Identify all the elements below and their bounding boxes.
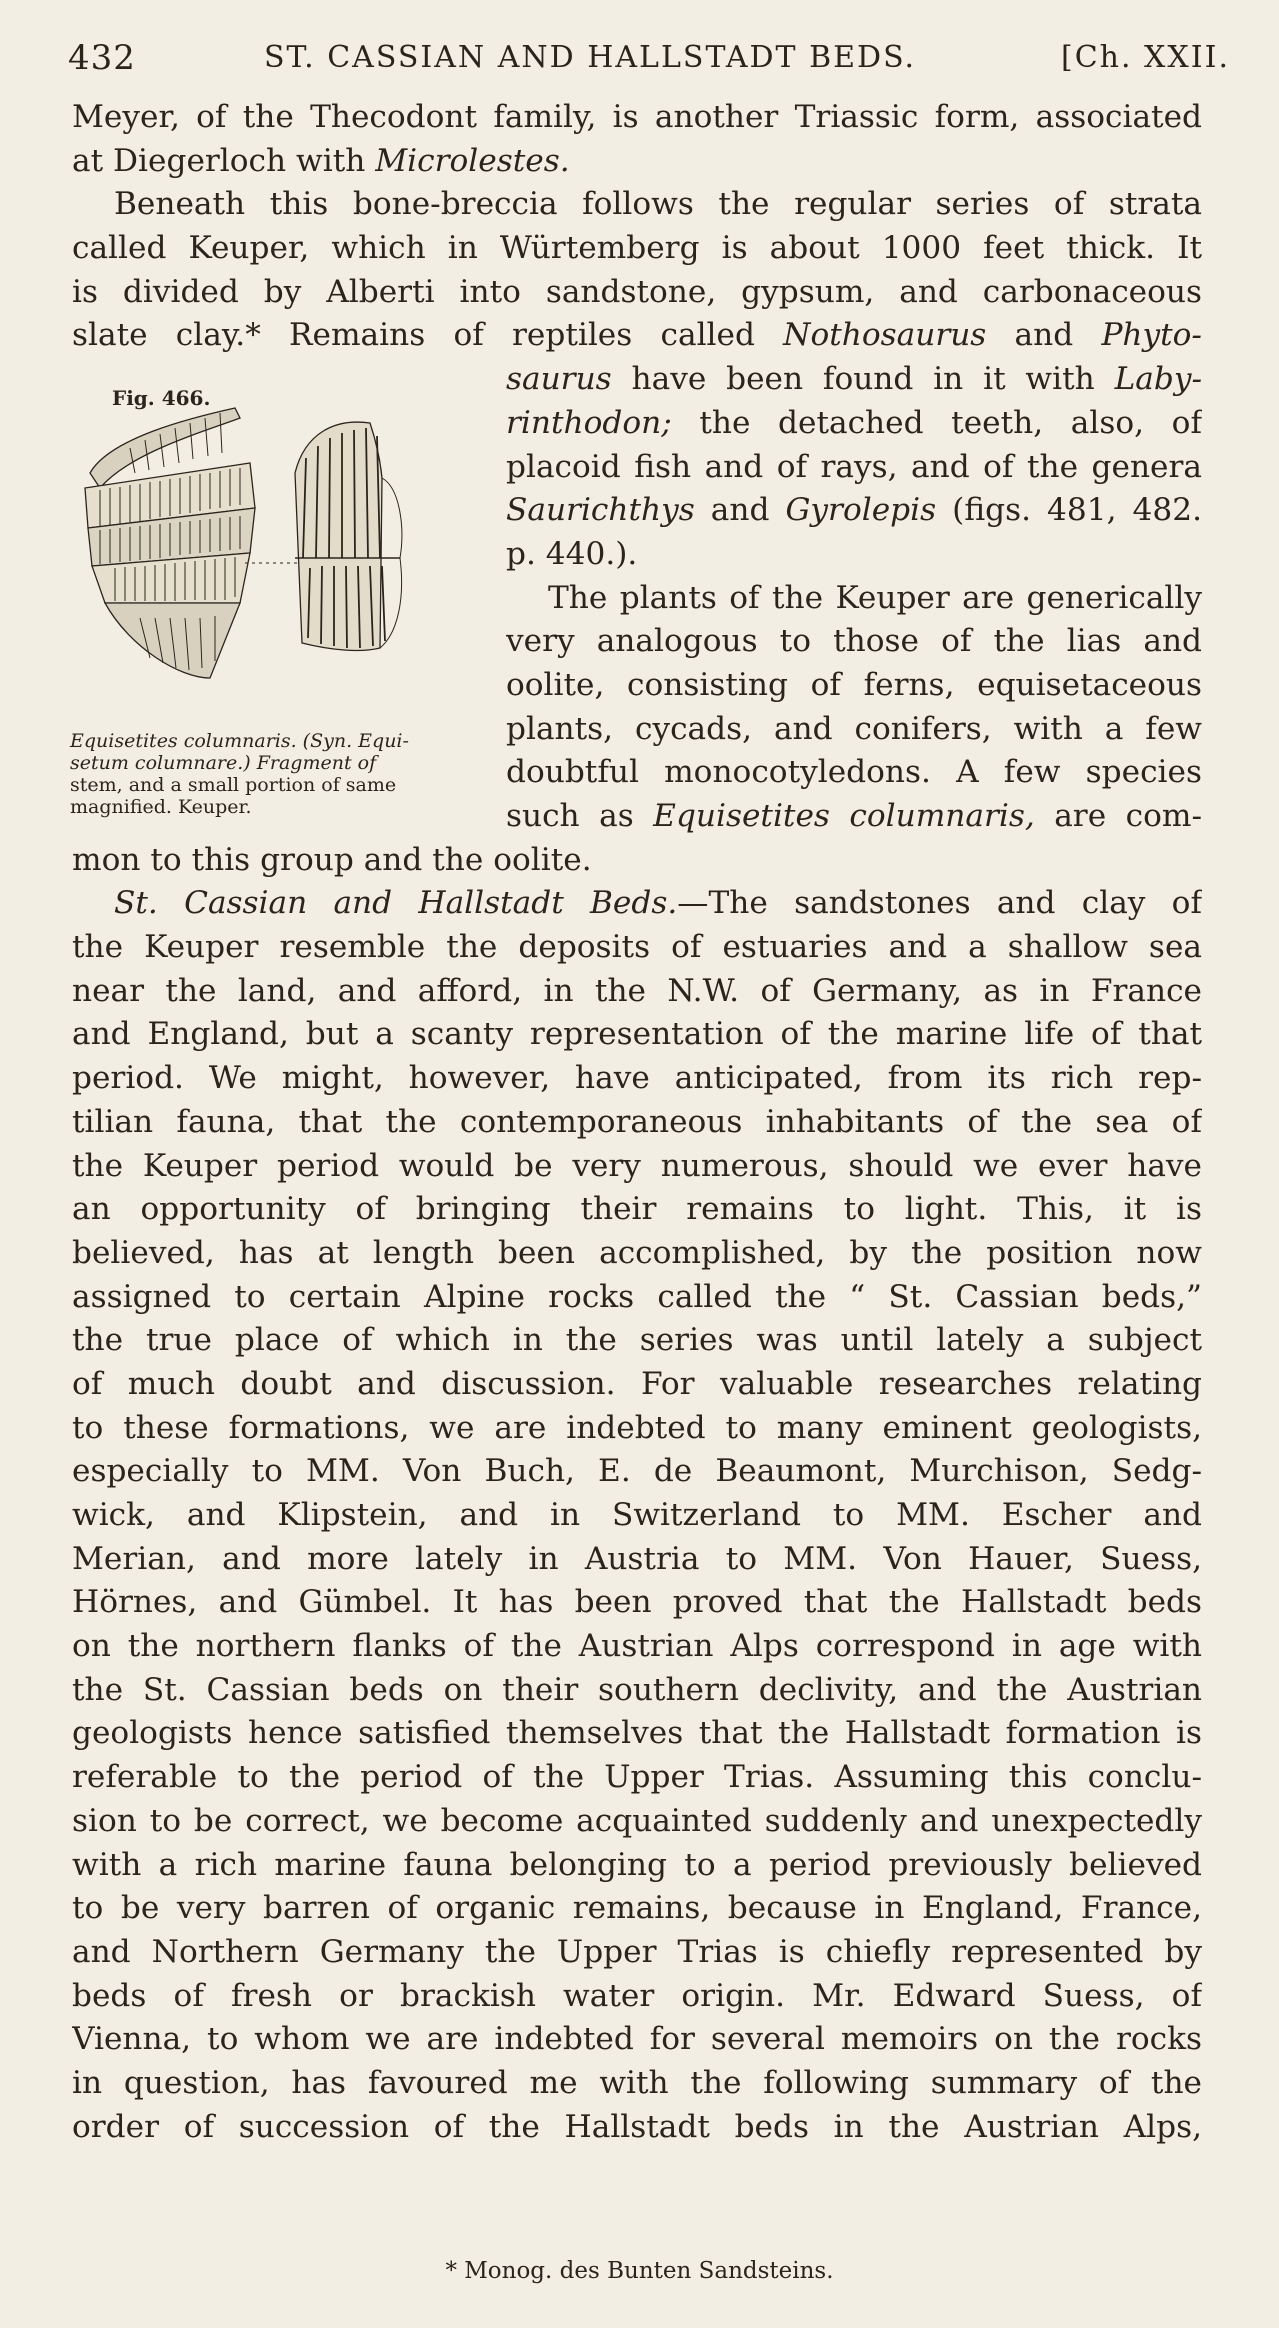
text-run: plants, cycads, and conifers, with a few: [506, 710, 1202, 747]
text-run: at Diegerloch with: [72, 142, 376, 179]
text-line: [72, 140, 1202, 184]
text-run: order of succession of the Hallstadt beds in the Austrian Alps,: [72, 2108, 1202, 2145]
text-run: placoid fish and of rays, and of the genera: [506, 448, 1202, 485]
text-run: Saurichthys: [506, 492, 695, 529]
text-line: [72, 1450, 1202, 1494]
text-run: the Keuper resemble the deposits of estuaries and a shallow sea: [72, 929, 1202, 966]
text-line: [72, 1188, 1202, 1232]
text-run: mon to this group and the oolite.: [72, 841, 592, 878]
text-run: Merian, and more lately in Austria to MM. Von Hauer, Suess,: [72, 1540, 1202, 1577]
text-line: [72, 1669, 1202, 1713]
text-line: [506, 620, 1202, 664]
text-run: sion to be correct, we become acquainted suddenly and unexpectedly: [72, 1802, 1202, 1839]
figure-caption: [70, 730, 490, 818]
text-line: [72, 1145, 1202, 1189]
text-run: Laby-: [1114, 361, 1202, 398]
text-run: Hörnes, and Gümbel. It has been proved that the Hallstadt beds: [72, 1584, 1202, 1621]
text-run: Meyer, of the Thecodont family, is another Triassic form, associated: [72, 99, 1202, 135]
text-run: near the land, and afford, in the N.W. of Germany, as in France: [72, 972, 1202, 1009]
text-line: [72, 882, 1202, 926]
text-run: referable to the period of the Upper Trias. Assuming this conclu-: [72, 1759, 1202, 1796]
text-run: (figs. 481, 482.: [936, 492, 1202, 529]
text-line: [72, 2106, 1202, 2150]
running-header: [68, 34, 1230, 82]
text-run: Vienna, to whom we are indebted for several memoirs on the rocks: [72, 2021, 1202, 2058]
text-line: [72, 2062, 1202, 2106]
text-run: and Northern Germany the Upper Trias is chiefly represented by: [72, 1933, 1202, 1970]
text-run: Phyto-: [1101, 317, 1202, 354]
text-run: with a rich marine fauna belonging to a period previously believed: [72, 1846, 1202, 1883]
text-run: tilian fauna, that the contemporaneous inhabitants of the sea of: [72, 1103, 1202, 1140]
text-line: [72, 1407, 1202, 1451]
text-run: to be very barren of organic remains, because in England, France,: [72, 1890, 1202, 1927]
text-run: the Keuper period would be very numerous, should we ever have: [72, 1147, 1202, 1184]
text-run: and: [986, 317, 1102, 354]
text-line: [72, 1013, 1202, 1057]
text-line: [72, 1319, 1202, 1363]
text-run: on the northern flanks of the Austrian Alps correspond in age with: [72, 1628, 1202, 1665]
text-line: [72, 970, 1202, 1014]
text-run: an opportunity of bringing their remains to light. This, it is: [72, 1191, 1202, 1228]
text-run: geologists hence satisfied themselves that the Hallstadt formation is: [72, 1715, 1202, 1752]
text-line: [72, 96, 1202, 140]
caption-line: stem, and a small portion of same: [70, 774, 397, 796]
caption-line: setum columnare.) Fragment of: [70, 752, 377, 774]
text-line: [506, 489, 1202, 533]
running-title: ST. CASSIAN AND HALLSTADT BEDS.: [264, 40, 917, 75]
stem-fragment-drawing: [85, 408, 255, 678]
text-run: Gyrolepis: [785, 492, 937, 529]
text-line: [72, 1232, 1202, 1276]
text-run: wick, and Klipstein, and in Switzerland to MM. Escher and: [72, 1497, 1202, 1533]
text-run: believed, has at length been accomplished, by the position now: [72, 1234, 1202, 1271]
text-line: [72, 1101, 1202, 1145]
text-run: slate clay.* Remains of reptiles called: [72, 317, 784, 354]
text-line: [72, 1887, 1202, 1931]
text-line: [72, 1756, 1202, 1800]
text-run: saurus: [506, 361, 612, 398]
text-line: [506, 577, 1202, 621]
text-run: have been found in it with: [611, 361, 1115, 398]
paragraph-2: [72, 882, 1202, 2149]
text-line: [72, 839, 1202, 883]
text-line: [72, 1844, 1202, 1888]
figure-label: Fig. 466.: [112, 386, 211, 410]
paragraph-1-full-width: [72, 96, 1202, 358]
text-run: assigned to certain Alpine rocks called the “ St. Cassian beds,”: [72, 1278, 1202, 1315]
text-run: St. Cassian and Hallstadt Beds.: [114, 885, 678, 922]
text-line: [506, 446, 1202, 490]
text-line: [506, 533, 1202, 577]
text-run: Equisetites columnaris,: [653, 798, 1035, 834]
text-line: [72, 1276, 1202, 1320]
text-run: —The sandstones and clay of: [677, 885, 1202, 922]
text-run: the true place of which in the series was until lately a subject: [72, 1322, 1202, 1359]
text-run: called Keuper, which in Würtemberg is about 1000 feet thick. It: [72, 230, 1202, 267]
text-line: [72, 314, 1202, 358]
caption-line: Equisetites columnaris. (Syn. Equi-: [70, 730, 409, 752]
text-line: [72, 1057, 1202, 1101]
text-line: [72, 1712, 1202, 1756]
text-run: especially to MM. Von Buch, E. de Beaumont, Murchison, Sedg-: [72, 1453, 1202, 1490]
paragraph-1-continued: [72, 839, 1202, 883]
text-run: very analogous to those of the lias and: [506, 623, 1202, 660]
text-line: [506, 664, 1202, 708]
text-line: [72, 1800, 1202, 1844]
text-run: beds of fresh or brackish water origin. Mr. Edward Suess, of: [72, 1977, 1202, 2014]
text-run: and: [694, 492, 786, 529]
text-line: [72, 1931, 1202, 1975]
text-line: [72, 183, 1202, 227]
caption-line: magnified. Keuper.: [70, 796, 252, 818]
text-line: [72, 1625, 1202, 1669]
text-line: [72, 227, 1202, 271]
text-run: in question, has favoured me with the following summary of the: [72, 2064, 1202, 2101]
text-line: [506, 708, 1202, 752]
page-number: 432: [68, 38, 136, 78]
text-line: [72, 926, 1202, 970]
text-line: [72, 1538, 1202, 1582]
text-run: rinthodon;: [506, 404, 672, 441]
text-run: is divided by Alberti into sandstone, gypsum, and carbonaceous: [72, 273, 1202, 310]
text-run: The plants of the Keuper are generically: [548, 579, 1202, 616]
text-run: oolite, consisting of ferns, equisetaceous: [506, 666, 1202, 703]
text-line: [506, 358, 1202, 402]
text-run: the St. Cassian beds on their southern declivity, and the Austrian: [72, 1671, 1202, 1708]
text-run: to these formations, we are indebted to many eminent geologists,: [72, 1409, 1202, 1446]
text-run: Beneath this bone-breccia follows the regular series of strata: [114, 186, 1202, 223]
text-run: the detached teeth, also, of: [671, 404, 1202, 441]
fossil-stem-illustration: [70, 378, 490, 698]
magnified-portion-drawing: [245, 422, 402, 650]
text-line: [72, 1581, 1202, 1625]
text-line: [72, 2018, 1202, 2062]
text-run: Microlestes.: [375, 142, 570, 179]
text-line: [72, 1975, 1202, 2019]
text-run: such as: [506, 798, 654, 834]
text-line: [72, 1363, 1202, 1407]
footnote: * Monog. des Bunten Sandsteins.: [445, 2258, 834, 2284]
text-run: period. We might, however, have anticipated, from its rich rep-: [72, 1060, 1202, 1097]
text-line: [506, 402, 1202, 446]
text-run: are com-: [1034, 798, 1202, 834]
text-line: [72, 1494, 1202, 1538]
text-run: doubtful monocotyledons. A few species: [506, 754, 1202, 791]
text-run: Nothosaurus: [783, 317, 987, 354]
chapter-label: [Ch. XXII.: [1060, 40, 1230, 75]
text-line: [72, 271, 1202, 315]
text-run: p. 440.).: [506, 535, 638, 572]
text-line: [506, 751, 1202, 795]
text-line: [506, 795, 1202, 839]
text-run: and England, but a scanty representation of the marine life of that: [72, 1016, 1202, 1053]
text-run: of much doubt and discussion. For valuable researches relating: [72, 1365, 1202, 1402]
